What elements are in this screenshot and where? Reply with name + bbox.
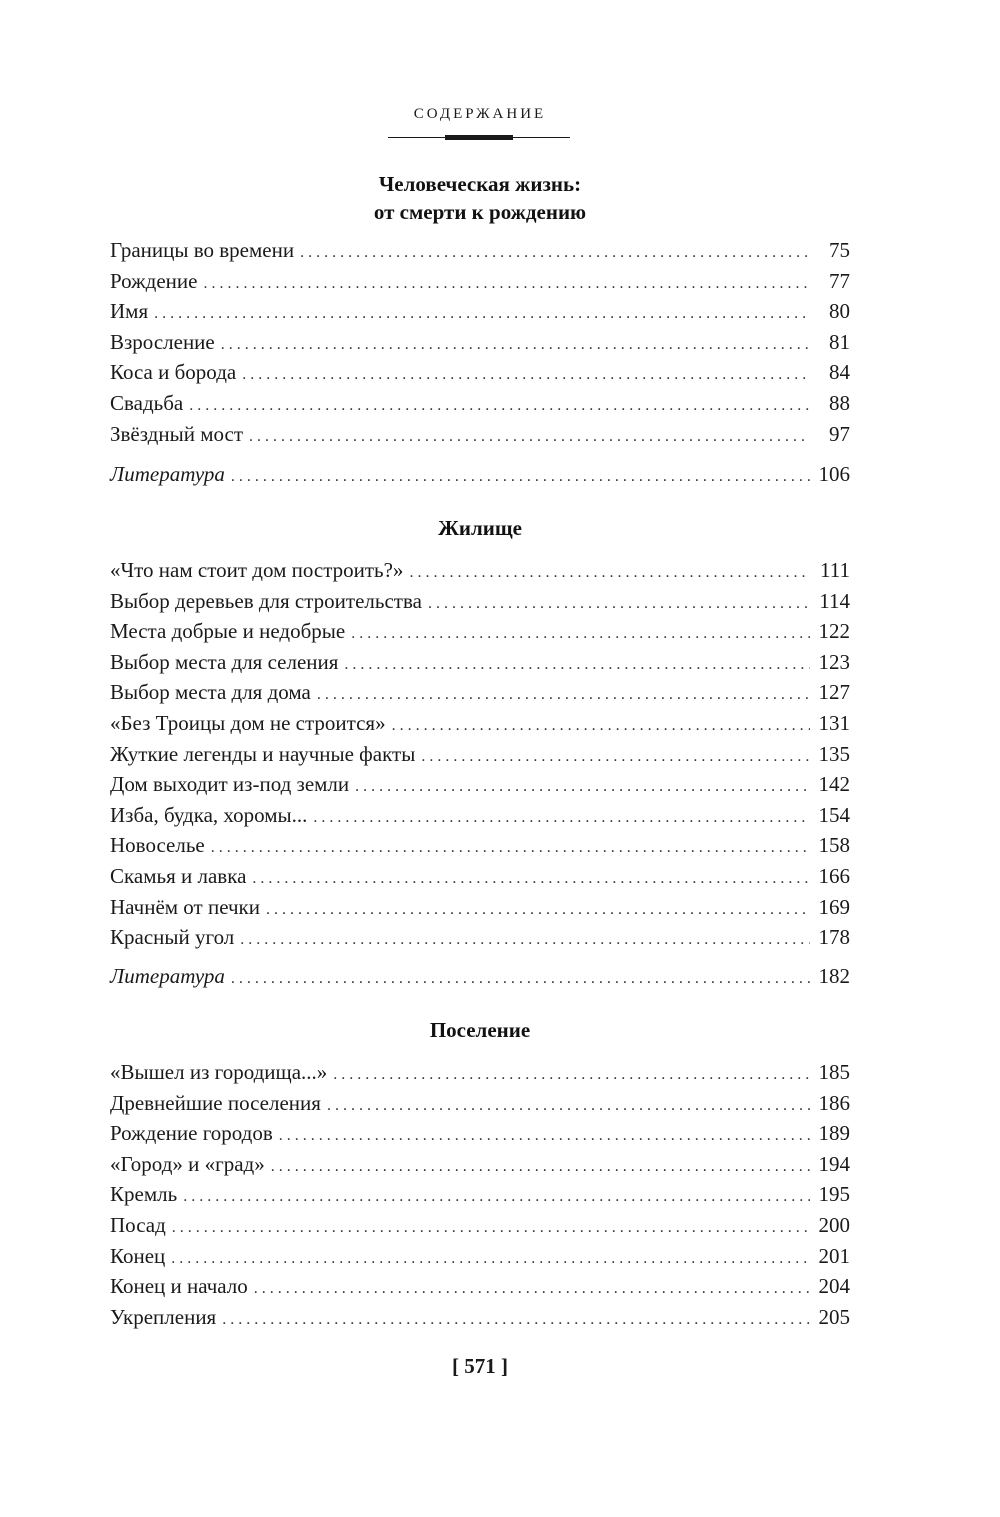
toc-entry-page: 131 — [818, 710, 850, 735]
dot-leader — [171, 1244, 810, 1275]
toc-entry-label: Конец — [110, 1243, 166, 1268]
dot-leader — [355, 772, 810, 803]
toc-entry-page: 77 — [829, 268, 850, 293]
toc-entry-label: Скамья и лавка — [110, 863, 247, 888]
dot-leader — [409, 558, 810, 589]
toc-entry-label: Новоселье — [110, 833, 205, 858]
toc-entry-page: 189 — [818, 1121, 850, 1146]
dot-leader — [333, 1060, 810, 1091]
toc-entry-label: Конец и начало — [110, 1274, 248, 1299]
toc-entry[interactable] — [110, 1057, 850, 1088]
toc-literature-human-life — [110, 459, 850, 490]
toc-entry-label: Литература — [110, 964, 225, 988]
dot-leader — [172, 1213, 810, 1244]
toc-entry[interactable] — [110, 388, 850, 419]
toc-entry-page: 106 — [818, 462, 850, 486]
toc-entry[interactable] — [110, 708, 850, 739]
dot-leader — [266, 895, 810, 926]
toc-entry-page: 205 — [818, 1304, 850, 1329]
head-rule-accent — [445, 135, 513, 140]
toc-list-dwelling — [110, 555, 850, 953]
toc-entry[interactable] — [110, 830, 850, 861]
toc-entry[interactable] — [110, 555, 850, 586]
dot-leader — [300, 238, 810, 269]
toc-entry-label: Древнейшие поселения — [110, 1090, 321, 1115]
page-number: [ 571 ] — [452, 1354, 508, 1378]
toc-entry[interactable] — [110, 800, 850, 831]
dot-leader — [254, 1274, 810, 1305]
toc-entry[interactable] — [110, 1118, 850, 1149]
section-title-human-life — [0, 170, 960, 226]
dot-leader — [279, 1121, 810, 1152]
dot-leader — [231, 462, 810, 493]
dot-leader — [271, 1152, 810, 1183]
toc-entry-label: Посад — [110, 1212, 166, 1237]
dot-leader — [317, 680, 810, 711]
toc-entry[interactable] — [110, 235, 850, 266]
section-title-dwelling — [0, 514, 960, 542]
toc-entry[interactable] — [110, 1088, 850, 1119]
toc-entry-page: 111 — [820, 558, 850, 582]
toc-entry-label: Выбор деревьев для строительства — [110, 588, 422, 613]
toc-entry-page: 195 — [818, 1182, 850, 1207]
toc-entry-page: 114 — [819, 588, 850, 613]
toc-entry-page: 75 — [829, 238, 850, 262]
running-head: СОДЕРЖАНИЕ — [413, 106, 547, 122]
toc-entry-label: Границы во времени — [110, 238, 295, 262]
section-title-line1: Поселение — [429, 1018, 531, 1042]
toc-entry[interactable] — [110, 861, 850, 892]
toc-entry[interactable] — [110, 1149, 850, 1180]
toc-entry[interactable] — [110, 616, 850, 647]
toc-entry-page: 169 — [818, 894, 850, 919]
toc-entry[interactable] — [110, 296, 850, 327]
toc-entry-label: «Без Троицы дом не строится» — [110, 710, 386, 735]
toc-entry[interactable] — [110, 586, 850, 617]
toc-entry-label: Красный угол — [110, 925, 235, 950]
dot-leader — [211, 833, 810, 864]
dot-leader — [222, 1305, 810, 1336]
toc-entry[interactable] — [110, 1241, 850, 1272]
toc-entry-label: Рождение городов — [110, 1121, 273, 1146]
toc-entry[interactable] — [110, 739, 850, 770]
toc-entry-label: «Город» и «град» — [110, 1151, 265, 1176]
dot-leader — [351, 619, 810, 650]
toc-entry-label: Выбор места для дома — [110, 680, 311, 705]
toc-entry-page: 84 — [829, 360, 850, 385]
toc-entry-page: 186 — [818, 1090, 850, 1115]
toc-entry-label: «Вышел из городища...» — [110, 1060, 328, 1084]
toc-entry-page: 182 — [818, 964, 850, 988]
dot-leader — [252, 864, 810, 895]
dot-leader — [242, 360, 810, 391]
toc-entry-page: 185 — [818, 1060, 850, 1084]
toc-entry[interactable] — [110, 677, 850, 708]
toc-entry[interactable] — [110, 1302, 850, 1333]
toc-entry-label: Литература — [110, 462, 225, 486]
toc-entry-label: Места добрые и недобрые — [110, 619, 346, 644]
toc-entry[interactable] — [110, 419, 850, 450]
toc-list-human-life — [110, 235, 850, 449]
toc-entry[interactable] — [110, 922, 850, 953]
toc-entry-label: Жуткие легенды и научные факты — [110, 741, 416, 766]
dot-leader — [221, 330, 810, 361]
section-title-settlement — [0, 1016, 960, 1044]
toc-entry-page: 135 — [818, 741, 850, 766]
toc-entry-page: 166 — [818, 863, 850, 888]
dot-leader — [428, 589, 810, 620]
toc-entry-label: Кремль — [110, 1182, 178, 1207]
toc-entry-label: «Что нам стоит дом построить?» — [110, 558, 404, 582]
toc-entry[interactable] — [110, 266, 850, 297]
toc-list-settlement — [110, 1057, 850, 1332]
toc-entry-literature[interactable] — [110, 961, 850, 992]
toc-entry-label: Дом выходит из-под земли — [110, 772, 350, 797]
toc-entry-page: 158 — [818, 833, 850, 858]
toc-entry[interactable] — [110, 327, 850, 358]
toc-entry-label: Изба, будка, хоромы... — [110, 802, 308, 827]
toc-entry[interactable] — [110, 892, 850, 923]
toc-entry-page: 80 — [829, 299, 850, 324]
toc-entry-page: 97 — [829, 421, 850, 446]
dot-leader — [327, 1091, 810, 1122]
toc-entry[interactable] — [110, 769, 850, 800]
dot-leader — [421, 742, 810, 773]
toc-entry-page: 201 — [818, 1243, 850, 1268]
toc-literature-dwelling — [110, 961, 850, 992]
section-title-line1: Жилище — [438, 516, 522, 540]
toc-entry-label: Укрепления — [110, 1304, 217, 1329]
dot-leader — [154, 299, 810, 330]
toc-entry-label: Взросление — [110, 329, 215, 354]
toc-entry-page: 194 — [818, 1151, 850, 1176]
toc-entry-page: 123 — [818, 649, 850, 674]
toc-entry-label: Звёздный мост — [110, 421, 244, 446]
toc-entry[interactable] — [110, 357, 850, 388]
dot-leader — [231, 964, 810, 995]
toc-entry-page: 88 — [829, 390, 850, 415]
toc-entry-label: Свадьба — [110, 390, 184, 415]
toc-entry-page: 200 — [818, 1212, 850, 1237]
toc-entry-label: Начнём от печки — [110, 894, 260, 919]
section-title-line1: Человеческая жизнь: — [378, 172, 582, 196]
dot-leader — [313, 803, 810, 834]
toc-entry-page: 204 — [818, 1274, 850, 1299]
dot-leader — [392, 711, 810, 742]
dot-leader — [203, 269, 810, 300]
toc-entry-page: 178 — [818, 925, 850, 950]
dot-leader — [240, 925, 810, 956]
section-title-line2: от смерти к рождению — [373, 200, 587, 224]
dot-leader — [183, 1182, 810, 1213]
toc-entry[interactable] — [110, 1271, 850, 1302]
toc-entry-label: Рождение — [110, 268, 198, 293]
toc-entry-page: 122 — [818, 619, 850, 644]
toc-entry-page: 127 — [818, 680, 850, 705]
toc-entry-label: Коса и борода — [110, 360, 237, 385]
toc-entry[interactable] — [110, 1179, 850, 1210]
dot-leader — [344, 650, 810, 681]
toc-entry[interactable] — [110, 1210, 850, 1241]
toc-entry-page: 81 — [829, 329, 850, 354]
toc-entry[interactable] — [110, 647, 850, 678]
dot-leader — [249, 422, 810, 453]
toc-entry-literature[interactable] — [110, 459, 850, 490]
dot-leader — [189, 391, 810, 422]
toc-entry-label: Выбор места для селения — [110, 649, 339, 674]
toc-entry-page: 154 — [818, 802, 850, 827]
toc-entry-page: 142 — [818, 772, 850, 797]
toc-entry-label: Имя — [110, 299, 149, 324]
